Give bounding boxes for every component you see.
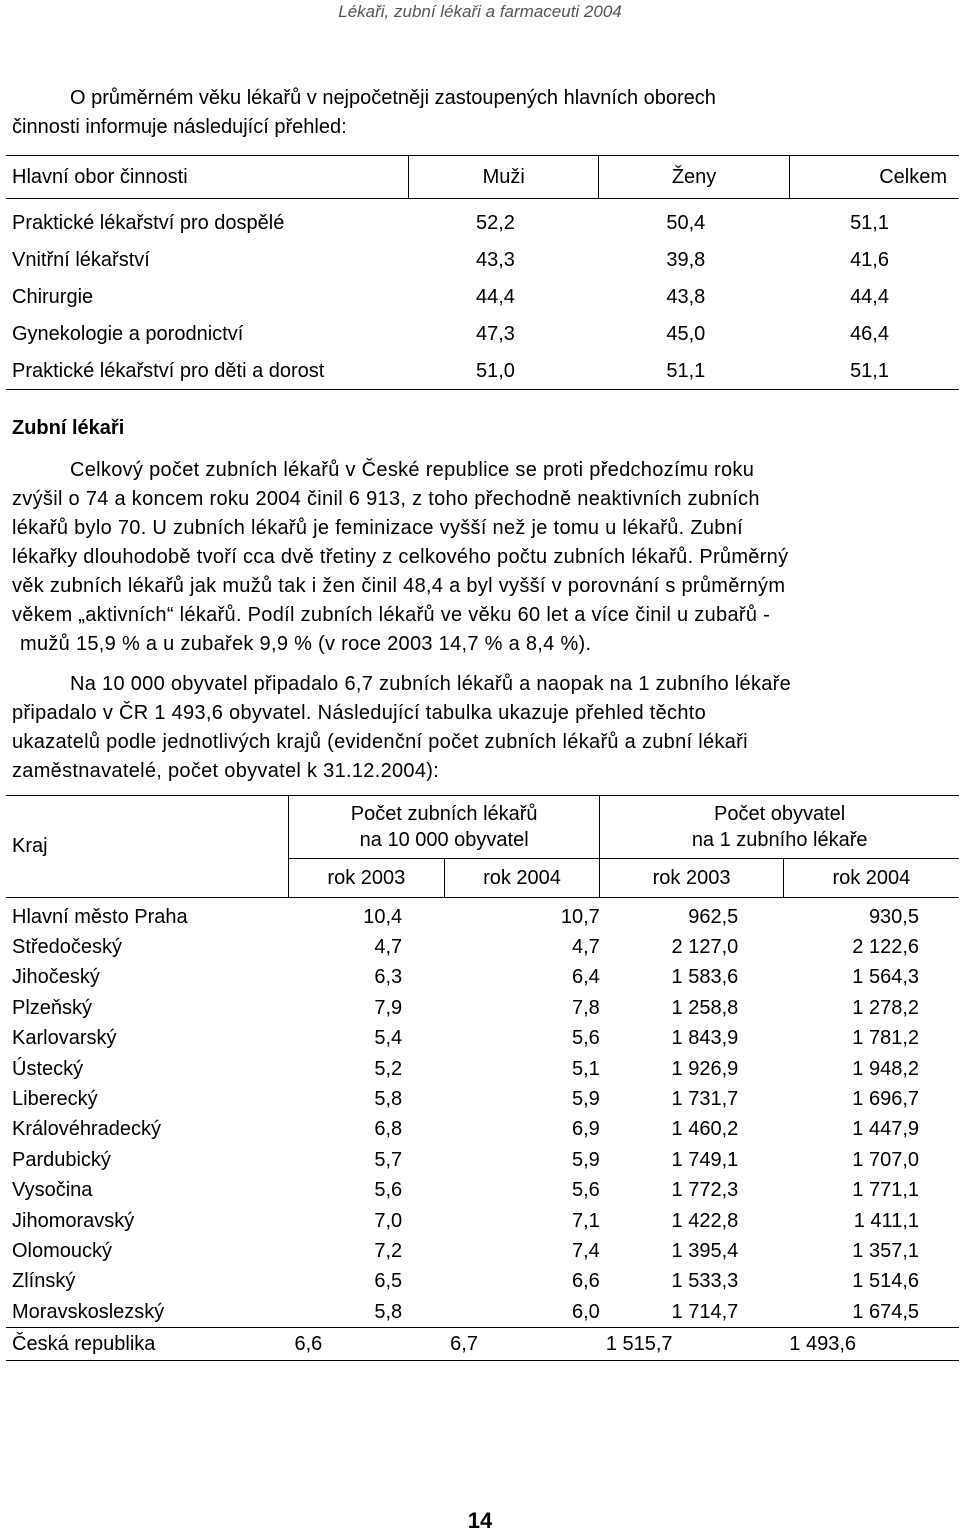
cell-value: 1 447,9: [852, 1118, 919, 1141]
cell-value: 1 278,2: [852, 996, 919, 1019]
table-row: [6, 242, 959, 279]
header-muzi: Muži: [409, 156, 599, 199]
cell-value: 5,6: [572, 1179, 600, 1202]
cell-value: 4,7: [374, 936, 403, 959]
cell-zeny: 43,8: [666, 286, 706, 308]
cell-zeny: 50,4: [666, 212, 706, 234]
table-row: [6, 1054, 959, 1084]
cell-value: 1 731,7: [671, 1088, 739, 1111]
cell-muzi: 52,2: [475, 212, 515, 234]
cell-value: 7,2: [374, 1239, 403, 1262]
cell-value: 1 533,3: [671, 1270, 739, 1293]
cell-value: 1 411,1: [853, 1209, 919, 1232]
row-label: Plzeňský: [12, 996, 93, 1019]
table-row: [6, 353, 959, 390]
para-line: mužů 15,9 % a u zubařek 9,9 % (v roce 2003 14,7 % a 8,4 %).: [20, 633, 592, 655]
cell-value: 7,4: [572, 1239, 600, 1262]
running-head: Lékaři, zubní lékaři a farmaceuti 2004: [338, 2, 622, 21]
paragraph-ratio: [12, 670, 952, 786]
row-label: Ústecký: [12, 1057, 84, 1080]
cell-value: 2 122,6: [852, 936, 919, 959]
row-label: Chirurgie: [12, 286, 94, 308]
cell-value: 6,3: [374, 966, 403, 989]
cell-value: 5,8: [374, 1300, 403, 1323]
cell-muzi: 47,3: [475, 323, 515, 345]
cell-value: 7,8: [572, 996, 600, 1019]
cell-value: 5,8: [374, 1088, 403, 1111]
row-label: Praktické lékařství pro dospělé: [12, 212, 285, 234]
row-label: Karlovarský: [12, 1027, 117, 1050]
year-header: rok 2003: [289, 859, 445, 898]
cell-value: 6,7: [444, 1328, 600, 1361]
cell-value: 1 707,0: [852, 1148, 919, 1171]
cell-value: 2 127,0: [671, 936, 739, 959]
para-line: věk zubních lékařů jak mužů tak i žen činil 48,4 a byl vyšší v porovnání s průměrným: [12, 575, 786, 597]
para-line: Na 10 000 obyvatel připadalo 6,7 zubních lékařů a naopak na 1 zubního lékaře: [70, 673, 792, 695]
header-celkem: Celkem: [789, 156, 959, 199]
para-line: lékařů bylo 70. U zubních lékařů je feminizace vyšší než je tomu u lékařů. Zubní: [12, 517, 744, 539]
header-group-population: [600, 796, 959, 859]
table-row: [6, 1024, 959, 1054]
para-line: ukazatelů podle jednotlivých krajů (evidenční počet zubních lékařů a zubní lékaři: [12, 731, 748, 753]
page-number: 14: [467, 1508, 493, 1533]
region-table-header: [6, 796, 959, 859]
year-header: rok 2004: [783, 859, 959, 898]
cell-value: 1 674,5: [852, 1300, 919, 1323]
row-label: Moravskoslezský: [12, 1300, 165, 1323]
cell-value: 930,5: [868, 905, 919, 928]
cell-muzi: 43,3: [475, 249, 515, 271]
table-row: [6, 1267, 959, 1297]
cell-value: 5,9: [572, 1148, 600, 1171]
cell-value: 1 583,6: [671, 966, 739, 989]
header-group-dentists-line1: Počet zubních lékařů: [350, 803, 538, 825]
table-row: [6, 1206, 959, 1236]
table-row: [6, 1084, 959, 1114]
para-line: zaměstnavatelé, počet obyvatel k 31.12.2004):: [12, 760, 440, 782]
row-label: Olomoucký: [12, 1239, 113, 1262]
table-row: [6, 1297, 959, 1328]
cell-value: 5,6: [572, 1027, 600, 1050]
header-obor: Hlavní obor činnosti: [6, 156, 409, 199]
cell-value: 1 772,3: [671, 1179, 739, 1202]
cell-value: 962,5: [688, 905, 739, 928]
cell-celkem: 44,4: [850, 286, 889, 308]
cell-value: 6,6: [572, 1270, 600, 1293]
cell-value: 4,7: [572, 936, 600, 959]
cell-value: 5,4: [374, 1027, 403, 1050]
header-zeny: Ženy: [599, 156, 789, 199]
cell-value: 6,4: [572, 966, 600, 989]
cell-value: 1 926,9: [671, 1057, 739, 1080]
cell-celkem: 51,1: [850, 212, 889, 234]
cell-muzi: 44,4: [475, 286, 515, 308]
row-label: Česká republika: [6, 1328, 289, 1361]
cell-value: 1 771,1: [852, 1179, 919, 1202]
cell-value: 1 843,9: [671, 1027, 739, 1050]
table-row: [6, 279, 959, 316]
header-group-dentists: [289, 796, 600, 859]
cell-value: 1 514,6: [852, 1270, 919, 1293]
cell-value: 5,9: [572, 1088, 600, 1111]
cell-celkem: 51,1: [789, 353, 959, 390]
cell-value: 1 422,8: [671, 1209, 739, 1232]
cell-value: 6,0: [572, 1300, 600, 1323]
cell-value: 1 460,2: [671, 1118, 739, 1141]
table-row: [6, 932, 959, 962]
cell-value: 5,2: [374, 1057, 403, 1080]
cell-value: 6,6: [289, 1328, 445, 1361]
row-label: Liberecký: [12, 1088, 98, 1111]
table-row: [6, 993, 959, 1023]
cell-zeny: 51,1: [599, 353, 789, 390]
cell-value: 10,4: [363, 905, 403, 928]
cell-value: 1 357,1: [852, 1239, 919, 1262]
cell-value: 6,5: [374, 1270, 403, 1293]
cell-value: 1 395,4: [671, 1239, 739, 1262]
region-table: [6, 795, 959, 1361]
table-row: [6, 316, 959, 353]
cell-value: 1 948,2: [852, 1057, 919, 1080]
cell-muzi: 51,0: [409, 353, 599, 390]
cell-value: 6,9: [572, 1118, 600, 1141]
row-label: Zlínský: [12, 1270, 76, 1293]
para-line: věkem „aktivních“ lékařů. Podíl zubních lékařů ve věku 60 let a více činil u zubařů -: [12, 604, 771, 626]
cell-value: 7,1: [572, 1209, 600, 1232]
table-row: [6, 1176, 959, 1206]
cell-value: 10,7: [560, 905, 600, 928]
row-label: Jihočeský: [12, 966, 100, 989]
row-label: Praktické lékařství pro děti a dorost: [6, 353, 409, 390]
cell-value: 1 564,3: [852, 966, 919, 989]
section-title: Zubní lékaři: [12, 417, 125, 439]
table-row: [6, 1236, 959, 1266]
cell-value: 1 493,6: [783, 1328, 959, 1361]
cell-celkem: 41,6: [850, 249, 889, 271]
table-row: [6, 1145, 959, 1175]
cell-value: 1 515,7: [600, 1328, 783, 1361]
cell-value: 5,7: [374, 1148, 403, 1171]
cell-zeny: 45,0: [666, 323, 706, 345]
header-group-dentists-line2: na 10 000 obyvatel: [359, 829, 529, 851]
header-kraj: Kraj: [6, 796, 289, 898]
header-group-population-line1: Počet obyvatel: [714, 803, 846, 825]
total-row: [6, 1328, 959, 1361]
row-label: Jihomoravský: [12, 1209, 135, 1232]
row-label: Pardubický: [12, 1148, 111, 1171]
cell-value: 7,9: [374, 996, 403, 1019]
cell-value: 7,0: [374, 1209, 403, 1232]
row-label: Vnitřní lékařství: [12, 249, 150, 271]
age-table: [6, 155, 959, 390]
para-line: připadalo v ČR 1 493,6 obyvatel. Následující tabulka ukazuje přehled těchto: [12, 702, 707, 724]
cell-value: 1 749,1: [671, 1148, 739, 1171]
row-label: Královéhradecký: [12, 1118, 161, 1141]
table-row: [6, 963, 959, 993]
region-rows: [6, 898, 959, 1328]
table-row: [6, 199, 959, 243]
cell-value: 1 781,2: [852, 1027, 919, 1050]
cell-value: 6,8: [374, 1118, 403, 1141]
row-label: Hlavní město Praha: [12, 905, 188, 928]
para-line: zvýšil o 74 a koncem roku 2004 činil 6 913, z toho přechodně neaktivních zubních: [12, 488, 760, 510]
cell-value: 5,6: [374, 1179, 403, 1202]
cell-value: 1 258,8: [671, 996, 739, 1019]
para-line: lékařky dlouhodobě tvoří cca dvě třetiny z celkového počtu zubních lékařů. Průměrný: [12, 546, 789, 568]
para-line: Celkový počet zubních lékařů v České republice se proti předchozímu roku: [70, 459, 755, 481]
row-label: Vysočina: [12, 1179, 93, 1202]
table-row: [6, 1115, 959, 1145]
cell-zeny: 39,8: [666, 249, 706, 271]
intro-paragraph: [12, 84, 952, 142]
cell-value: 1 714,7: [671, 1300, 739, 1323]
paragraph-dentists: [12, 456, 952, 659]
cell-celkem: 46,4: [850, 323, 889, 345]
intro-line-1: O průměrném věku lékařů v nejpočetněji zastoupených hlavních oborech: [70, 87, 716, 109]
table-row: [6, 898, 959, 933]
row-label: Gynekologie a porodnictví: [12, 323, 244, 345]
age-table-header: [6, 156, 959, 199]
year-header: rok 2003: [600, 859, 783, 898]
header-group-population-line2: na 1 zubního lékaře: [691, 829, 868, 851]
intro-line-2: činnosti informuje následující přehled:: [12, 116, 347, 138]
row-label: Středočeský: [12, 936, 123, 959]
cell-value: 5,1: [572, 1057, 600, 1080]
cell-value: 1 696,7: [852, 1088, 919, 1111]
year-header: rok 2004: [444, 859, 600, 898]
